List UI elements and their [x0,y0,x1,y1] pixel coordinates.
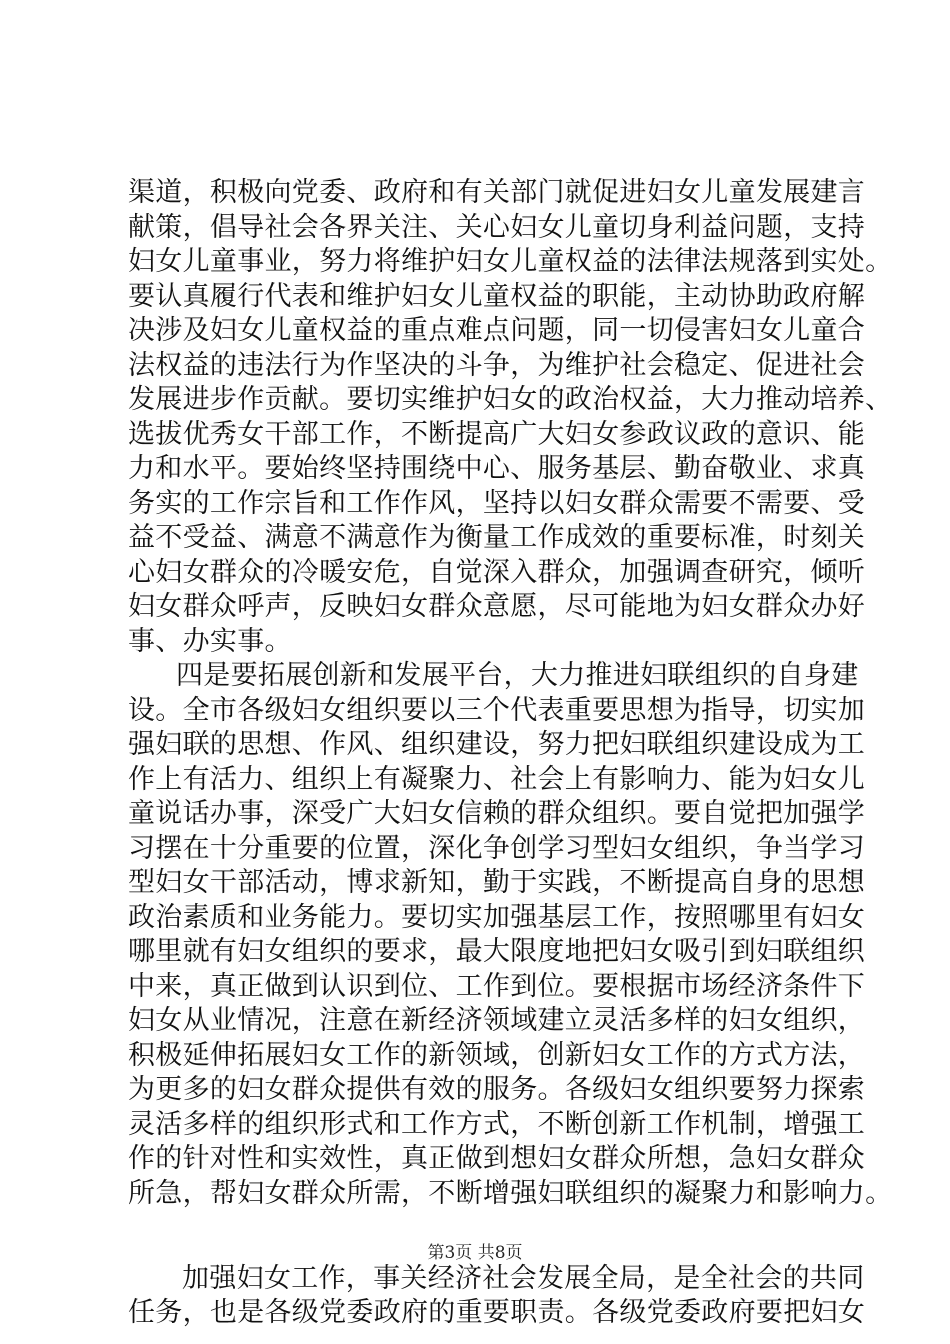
body-text [128,176,893,1331]
text-line: 政治素质和业务能力。要切实加强基层工作，按照哪里有妇女 [128,901,866,933]
text-line: 童说话办事，深受广大妇女信赖的群众组织。要自觉把加强学 [128,798,866,829]
text-line: 所急，帮妇女群众所需，不断增强妇联组织的凝聚力和影响力。 [128,1177,893,1209]
paragraph-1 [128,176,893,659]
text-line: 作上有活力、组织上有凝聚力、社会上有影响力、能为妇女儿 [128,763,866,795]
text-line: 妇女儿童事业，努力将维护妇女儿童权益的法律法规落到实处。 [128,246,893,277]
paragraph-spacer [128,1211,848,1246]
text-line: 要认真履行代表和维护妇女儿童权益的职能，主动协助政府解 [128,280,866,312]
text-line: 选拔优秀女干部工作，不断提高广大妇女参政议政的意识、能 [128,418,866,450]
text-line: 妇女群众呼声，反映妇女群众意愿，尽可能地为妇女群众办好 [128,591,866,622]
text-line: 事、办实事。 [128,625,292,657]
text-line: 决涉及妇女儿童权益的重点难点问题，同一切侵害妇女儿童合 [128,315,866,346]
text-line: 法权益的违法行为作坚决的斗争，为维护社会稳定、促进社会 [128,349,866,381]
text-line: 妇女从业情况，注意在新经济领域建立灵活多样的妇女组织， [128,1005,866,1036]
text-line: 为更多的妇女群众提供有效的服务。各级妇女组织要努力探索 [128,1074,866,1105]
text-line: 强妇联的思想、作风、组织建设，努力把妇联组织建设成为工 [128,729,866,760]
text-line: 任务，也是各级党委政府的重要职责。各级党委政府要把妇女 [128,1297,866,1328]
paragraph-2 [128,659,893,1211]
text-line: 心妇女群众的冷暖安危，自觉深入群众，加强调查研究，倾听 [128,556,866,588]
page-number-footer: 第3页 共8页 [427,1243,523,1263]
text-line: 型妇女干部活动，博求新知，勤于实践，不断提高自身的思想 [128,867,866,898]
text-line: 渠道，积极向党委、政府和有关部门就促进妇女儿童发展建言 [128,177,866,208]
text-line: 习摆在十分重要的位置，深化争创学习型妇女组织，争当学习 [128,832,866,864]
text-line: 作的针对性和实效性，真正做到想妇女群众所想，急妇女群众 [128,1143,866,1174]
text-line: 四是要拓展创新和发展平台，大力推进妇联组织的自身建 [176,660,859,691]
text-line: 积极延伸拓展妇女工作的新领域，创新妇女工作的方式方法， [128,1039,866,1071]
text-line: 力和水平。要始终坚持围绕中心、服务基层、勤奋敬业、求真 [128,453,866,484]
text-line: 发展进步作贡献。要切实维护妇女的政治权益，大力推动培养、 [128,384,893,415]
text-line: 哪里就有妇女组织的要求，最大限度地把妇女吸引到妇联组织 [128,936,866,967]
paragraph-3 [128,1262,866,1331]
text-line: 中来，真正做到认识到位、工作到位。要根据市场经济条件下 [128,970,866,1002]
text-line: 加强妇女工作，事关经济社会发展全局，是全社会的共同 [182,1262,865,1294]
text-line: 灵活多样的组织形式和工作方式，不断创新工作机制，增强工 [128,1108,866,1140]
text-line: 献策，倡导社会各界关注、关心妇女儿童切身利益问题，支持 [128,211,866,243]
text-line: 益不受益、满意不满意作为衡量工作成效的重要标准，时刻关 [128,522,866,553]
text-line: 务实的工作宗旨和工作作风，坚持以妇女群众需要不需要、受 [128,487,866,519]
text-line: 设。全市各级妇女组织要以三个代表重要思想为指导，切实加 [128,694,866,726]
